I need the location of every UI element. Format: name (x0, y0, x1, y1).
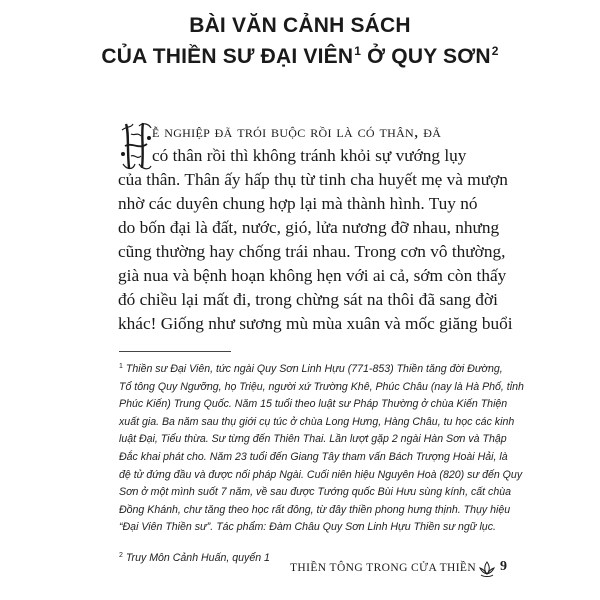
footnote-1-line-7: đệ tử đứng đầu và được nối pháp Ngài. Cuối niên hiệu Nguyên Hoà (820) sư đến Quy (119, 468, 523, 481)
chapter-title-line-2 (0, 44, 600, 69)
footnote-1-line-1-text: Thiền sư Đại Viên, tức ngài Quy Sơn Linh Hựu (771-853) Thiền tăng đời Đường, (125, 363, 503, 375)
footnote-1-line-1 (119, 358, 503, 379)
body-line-9: khác! Giống như sương mù mùa xuân và mốc giăng buổi (118, 314, 513, 333)
body-line-1-text: ễ nghiệp đã trói buộc rồi là có thân, đã (152, 122, 442, 141)
footnote-1-line-5: luật Đại, Tiểu thừa. Sư từng đến Thiên Thai. Lần lượt gặp 2 ngài Hàn Sơn và Thập (119, 433, 507, 446)
footnote-1-line-9: Đồng Khánh, chư tăng theo học rất đông, từ đây thiền phong hưng thịnh. Thụy hiệu (119, 503, 511, 516)
body-line-2: có thân rồi thì không tránh khỏi sự vướng lụy (152, 146, 467, 165)
footnote-1-number: 1 (119, 363, 123, 370)
chapter-title-text-2: CỦA THIỀN SƯ ĐẠI VIÊN (101, 45, 354, 68)
body-line-1 (118, 120, 483, 144)
footnote-1-line-4: xuất gia. Ba năm sau thụ giới cụ túc ở chùa Long Hưng, Hàng Châu, tu học các kinh (119, 415, 515, 428)
footnote-2-text: Truy Môn Cảnh Huấn, quyển 1 (125, 551, 270, 564)
footnote-ref-2[interactable]: 2 (491, 44, 499, 58)
footnote-divider (119, 351, 231, 352)
footnote-1-line-6: Đắc khai phát cho. Năm 23 tuổi đến Giang Tây tham vấn Bách Trượng Hoài Hải, là (119, 450, 508, 463)
footnotes (119, 358, 524, 568)
page-number: 9 (500, 559, 507, 574)
body-line-4: nhờ các duyên chung hợp lại mà thành hình. Tuy nó (118, 194, 478, 213)
chapter-title-text-2-tail: Ở QUY SƠN (361, 45, 491, 68)
body-line-7: già nua và bệnh hoạn không hẹn với ai cả, sớm còn thấy (118, 266, 507, 285)
footnote-ref-1[interactable]: 1 (354, 44, 362, 58)
page-footer (290, 560, 530, 582)
chapter-title-line-1 (0, 14, 600, 38)
footnote-1-line-2: Tổ tông Quy Ngưỡng, họ Triệu, người xứ Trường Khê, Phúc Châu (nay là Hà Phố, tỉnh (119, 380, 524, 393)
body-text (118, 120, 513, 336)
footnote-1-line-10: “Đại Viên Thiền sư”. Tác phẩm: Đàm Châu Quy Sơn Linh Hựu Thiền sư ngữ lục. (119, 521, 496, 534)
footnote-1-line-8: Sơn ở một mình suốt 7 năm, về sau được Tướng quốc Bùi Hưu sùng kính, cất chùa (119, 486, 512, 499)
body-line-8: đó chiều lại mất đi, trong chừng sát na thôi đã sang đời (118, 290, 498, 309)
footnote-1-line-3: Phúc Kiến) Trung Quốc. Năm 15 tuổi theo luật sư Pháp Thường ở chùa Kiến Thiện (119, 398, 508, 411)
footnote-2-number: 2 (119, 551, 123, 559)
footnote-1 (119, 358, 524, 537)
body-line-5: do bốn đại là đất, nước, gió, lửa nương đỡ nhau, nhưng (118, 218, 500, 237)
chapter-title-text-1: BÀI VĂN CẢNH SÁCH (189, 14, 411, 37)
lotus-icon (478, 560, 496, 578)
body-line-6: cũng thường hay chống trái nhau. Trong cơn vô thường, (118, 242, 506, 261)
running-title: THIỀN TÔNG TRONG CỬA THIỀN (290, 562, 477, 574)
body-line-3: của thân. Thân ấy hấp thụ từ tinh cha huyết mẹ và mượn (118, 170, 508, 189)
